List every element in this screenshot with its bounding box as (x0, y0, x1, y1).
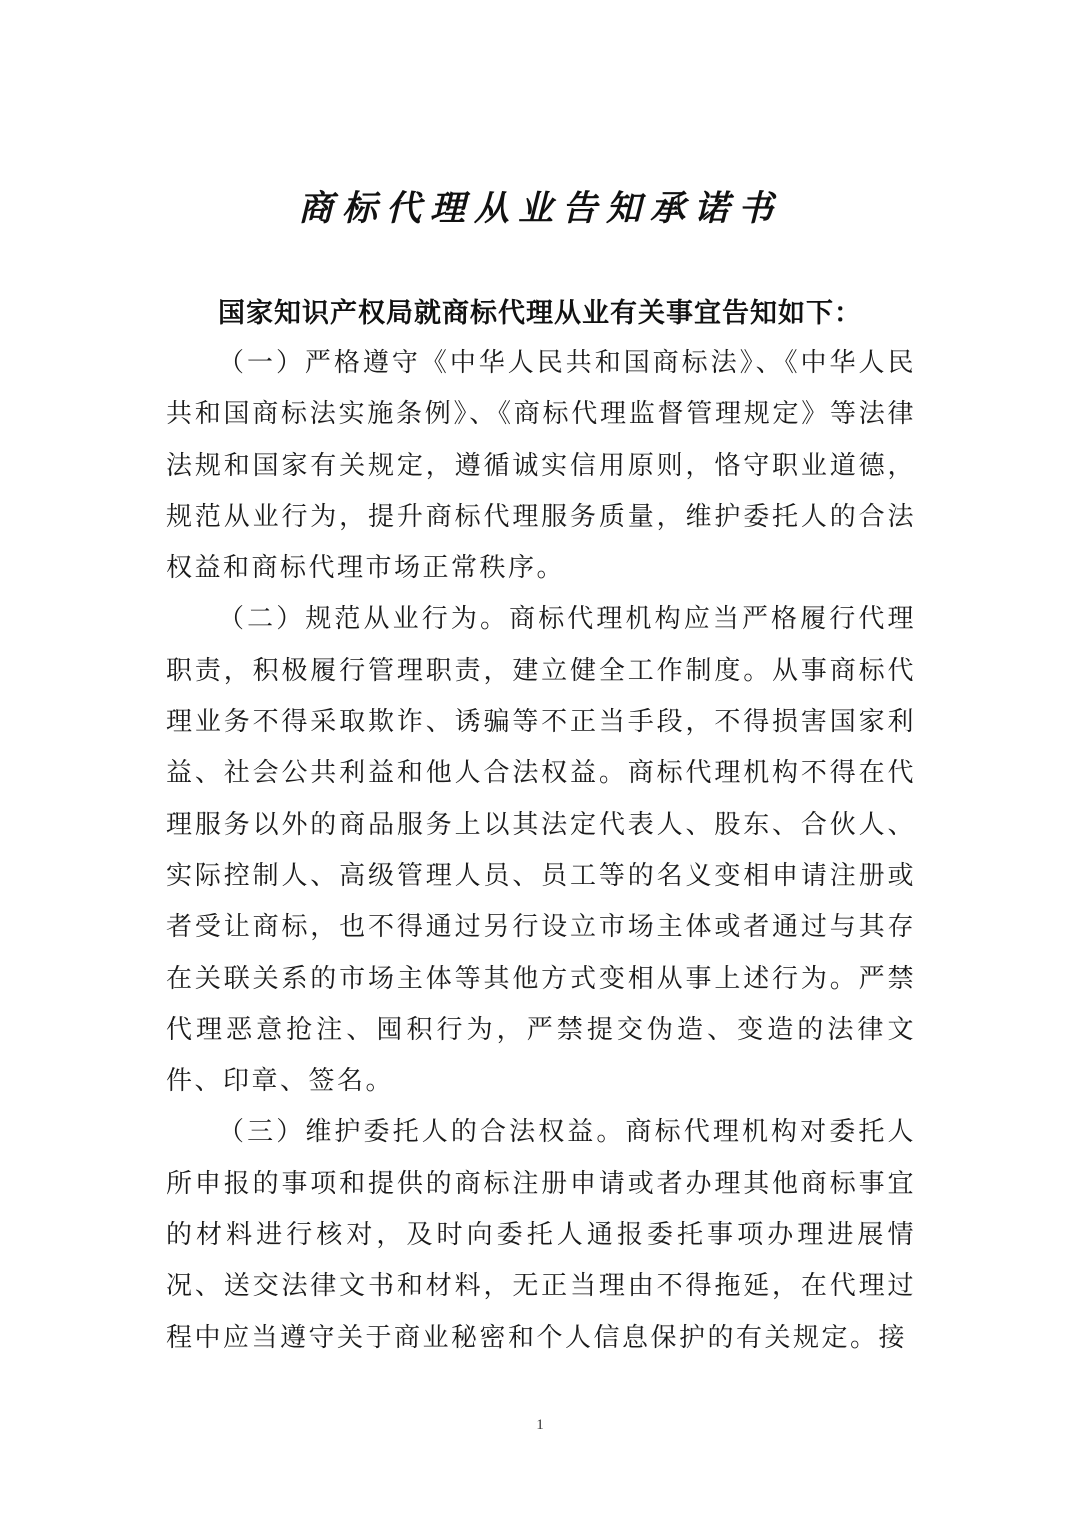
paragraph-1: （一）严格遵守《中华人民共和国商标法》、《中华人民共和国商标法实施条例》、《商标代理监督管理规定》等法律法规和国家有关规定，遵循诚实信用原则，恪守职业道德，规范从业行为，提升商标代理服务质量，维护委托人的合法权益和商标代理市场正常秩序。 (166, 348, 916, 584)
document-title: 商标代理从业告知承诺书 (297, 188, 782, 229)
paragraph-2: （二）规范从业行为。商标代理机构应当严格履行代理职责，积极履行管理职责，建立健全工作制度。从事商标代理业务不得采取欺诈、诱骗等不正当手段，不得损害国家利益、社会公共利益和他人合法权益。商标代理机构不得在代理服务以外的商品服务上以其法定代表人、股东、合伙人、实际控制人、高级管理人员、员工等的名义变相申请注册或者受让商标，也不得通过另行设立市场主体或者通过与其存在关联关系的市场主体等其他方式变相从事上述行为。严禁代理恶意抢注、囤积行为，严禁提交伪造、变造的法律文件、印章、签名。 (166, 604, 916, 1097)
paragraph-3: （三）维护委托人的合法权益。商标代理机构对委托人所申报的事项和提供的商标注册申请或者办理其他商标事宜的材料进行核对，及时向委托人通报委托事项办理进展情况、送交法律文书和材料，无正当理由不得拖延，在代理过程中应当遵守关于商业秘密和个人信息保护的有关规定。接 (166, 1117, 916, 1353)
document-body (166, 338, 916, 1364)
page-number: 1 (536, 1417, 544, 1433)
intro-heading: 国家知识产权局就商标代理从业有关事宜告知如下： (218, 298, 862, 329)
